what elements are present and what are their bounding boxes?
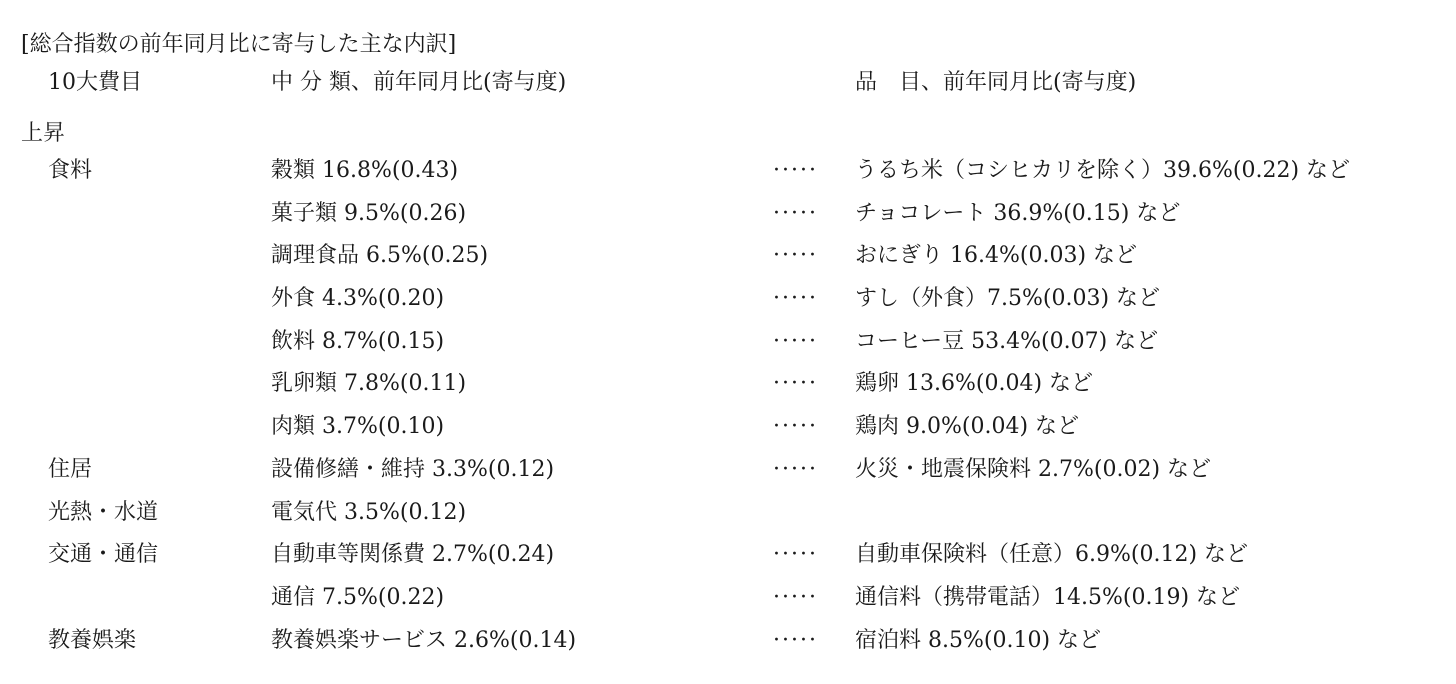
row-item: チョコレート 36.9%(0.15) など	[855, 200, 1181, 226]
row-subcategory: 通信 7.5%(0.22)	[271, 584, 445, 610]
header-subcategory: 中 分 類、前年同月比(寄与度)	[271, 70, 567, 95]
row-item: 火災・地震保険料 2.7%(0.02) など	[855, 456, 1212, 482]
row-category: 住居	[48, 456, 93, 482]
row-item: すし（外食）7.5%(0.03) など	[855, 286, 1161, 312]
row-leader-dots: ·····	[773, 286, 818, 312]
row-leader-dots: ·····	[773, 158, 818, 183]
row-subcategory: 教養娯楽サービス 2.6%(0.14)	[271, 627, 577, 653]
table-row	[0, 240, 1456, 283]
row-item: 鶏肉 9.0%(0.04) など	[855, 414, 1080, 440]
row-subcategory: 菓子類 9.5%(0.26)	[271, 200, 467, 226]
table-row	[0, 283, 1456, 326]
column-header-row	[0, 67, 1456, 99]
row-leader-dots: ·····	[773, 584, 818, 610]
table-row	[0, 625, 1456, 668]
row-subcategory: 調理食品 6.5%(0.25)	[271, 243, 489, 269]
row-subcategory: 自動車等関係費 2.7%(0.24)	[271, 542, 555, 568]
row-item: おにぎり 16.4%(0.03) など	[855, 243, 1138, 269]
document-title: [総合指数の前年同月比に寄与した主な内訳]	[21, 32, 457, 57]
table-row	[0, 368, 1456, 411]
table-row	[0, 539, 1456, 582]
row-category: 光熱・水道	[48, 499, 159, 525]
row-subcategory: 乳卵類 7.8%(0.11)	[271, 371, 467, 397]
table-row	[0, 497, 1456, 540]
breakdown-rows	[0, 155, 1456, 667]
table-row	[0, 411, 1456, 454]
row-item: 鶏卵 13.6%(0.04) など	[855, 371, 1094, 397]
row-leader-dots: ·····	[773, 542, 818, 568]
row-item: コーヒー豆 53.4%(0.07) など	[855, 328, 1159, 354]
table-row	[0, 155, 1456, 198]
row-leader-dots: ·····	[773, 328, 818, 354]
row-subcategory: 穀類 16.8%(0.43)	[271, 158, 459, 183]
row-leader-dots: ·····	[773, 627, 818, 653]
row-leader-dots: ·····	[773, 200, 818, 226]
row-item: 通信料（携帯電話）14.5%(0.19) など	[855, 584, 1241, 610]
row-leader-dots: ·····	[773, 243, 818, 269]
section-label-increase: 上昇	[21, 121, 66, 146]
row-category: 教養娯楽	[48, 627, 137, 653]
row-category: 交通・通信	[48, 542, 159, 568]
row-subcategory: 外食 4.3%(0.20)	[271, 286, 445, 312]
header-item: 品 目、前年同月比(寄与度)	[855, 70, 1137, 95]
table-row	[0, 582, 1456, 625]
row-item: 自動車保険料（任意）6.9%(0.12) など	[855, 542, 1249, 568]
table-row	[0, 198, 1456, 241]
row-subcategory: 飲料 8.7%(0.15)	[271, 328, 445, 354]
table-row	[0, 454, 1456, 497]
header-category: 10大費目	[48, 70, 142, 95]
row-item: 宿泊料 8.5%(0.10) など	[855, 627, 1102, 653]
row-subcategory: 電気代 3.5%(0.12)	[271, 499, 467, 525]
row-category: 食料	[48, 158, 93, 183]
row-item: うるち米（コシヒカリを除く）39.6%(0.22) など	[855, 158, 1351, 183]
row-subcategory: 肉類 3.7%(0.10)	[271, 414, 445, 440]
table-row	[0, 326, 1456, 369]
row-leader-dots: ·····	[773, 371, 818, 397]
row-leader-dots: ·····	[773, 414, 818, 440]
row-leader-dots: ·····	[773, 456, 818, 482]
row-subcategory: 設備修繕・維持 3.3%(0.12)	[271, 456, 555, 482]
